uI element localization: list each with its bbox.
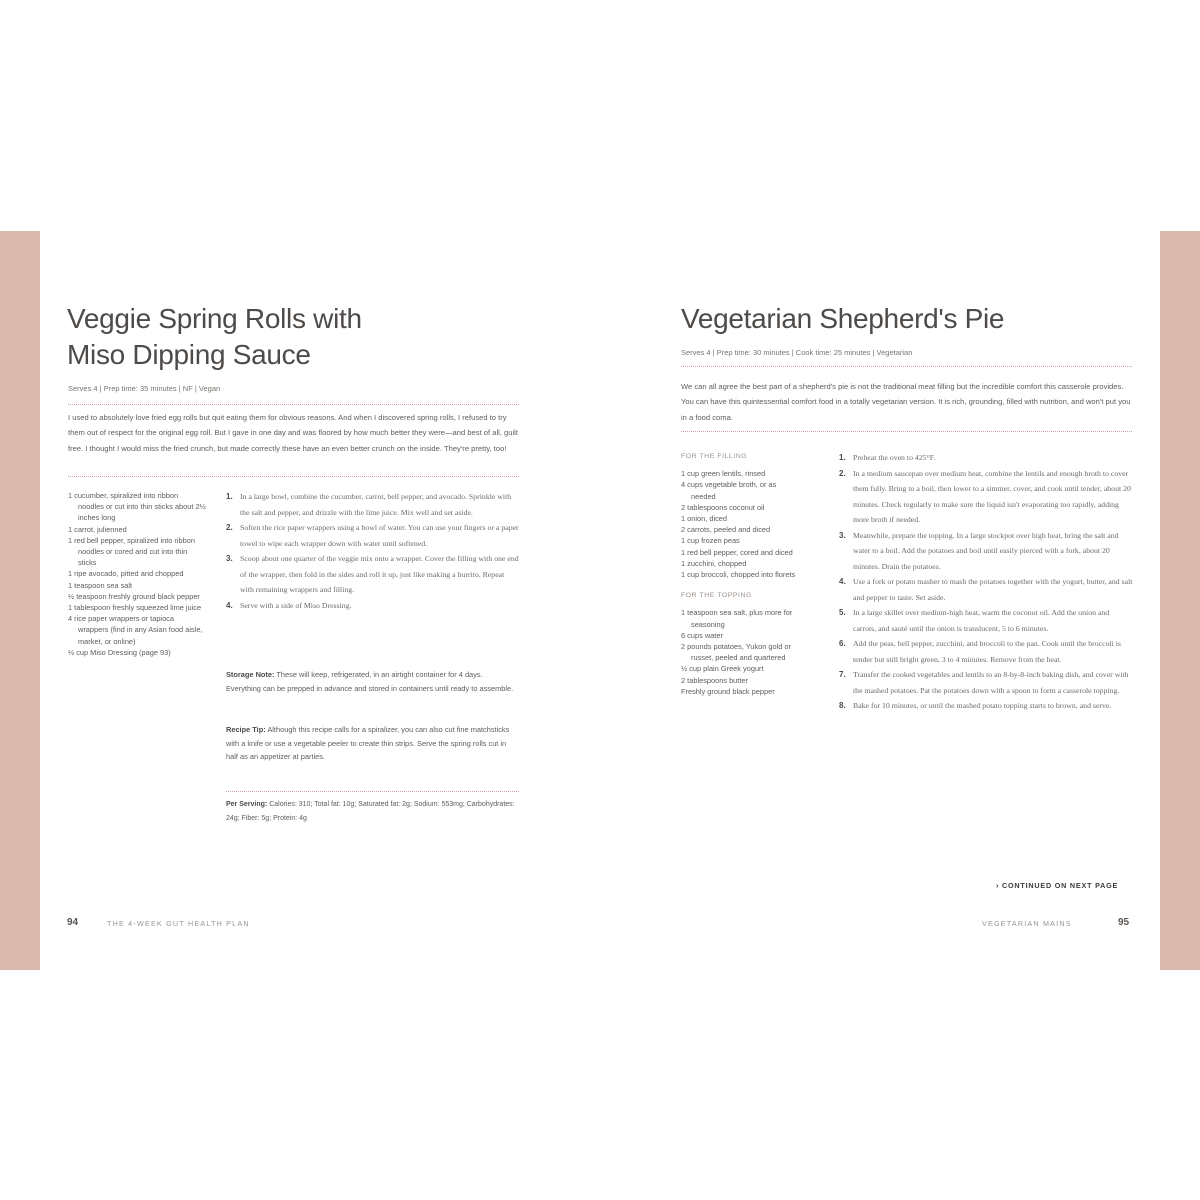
ingredient-item: 4 cups vegetable broth, or as needed bbox=[681, 480, 777, 501]
ingredient-item: ½ cup Miso Dressing (page 93) bbox=[68, 647, 171, 657]
topping-heading: FOR THE TOPPING bbox=[681, 592, 752, 600]
ingredient-item: 1 carrot, julienned bbox=[68, 524, 127, 534]
ingredient-item: 1 cucumber, spiralized into ribbon noodles or cut into thin sticks about 2½ inches long bbox=[68, 491, 206, 523]
step-number: 2. bbox=[839, 468, 846, 478]
filling-heading: FOR THE FILLING bbox=[681, 453, 748, 460]
step-text: In a large skillet over medium-high heat, warm the coconut oil. Add the onion and carrots, and sauté until the onion is translucent, 5 to 6 minutes. bbox=[853, 608, 1110, 633]
recipe-tip-label: Recipe Tip: bbox=[226, 725, 266, 734]
instruction-step bbox=[226, 598, 519, 614]
step-text: Scoop about one quarter of the veggie mix onto a wrapper. Cover the filling with one end of the wrapper, then fold in the sides and roll it up, just like making a burrito. Repeat with remaining wrappers and filling. bbox=[240, 554, 519, 594]
recipe-title bbox=[67, 301, 362, 373]
storage-note-label: Storage Note: bbox=[226, 670, 275, 679]
step-number: 4. bbox=[839, 577, 846, 586]
divider-bottom bbox=[681, 431, 1132, 432]
recipe-title: Vegetarian Shepherd's Pie bbox=[681, 303, 1005, 334]
running-footer: THE 4-WEEK GUT HEALTH PLAN bbox=[107, 919, 250, 928]
step-text: Meanwhile, prepare the topping. In a large stockpot over high heat, bring the salt and water to a boil. Add the potatoes and boil until easily pierced with a fork, about 20 minutes. Drain the potatoes. bbox=[853, 530, 1119, 571]
instruction-step bbox=[839, 466, 1133, 528]
page-edge-right bbox=[1160, 231, 1200, 970]
ingredient-item: 1 cup green lentils, rinsed bbox=[681, 469, 766, 479]
serving-divider bbox=[226, 791, 519, 792]
instruction-step bbox=[839, 528, 1133, 575]
ingredient-list bbox=[681, 451, 803, 697]
running-footer: VEGETARIAN MAINS bbox=[982, 919, 1072, 928]
step-text: In a medium saucepan over medium heat, combine the lentils and enough broth to cover them fully. Bring to a boil, then lower to a simmer, cover, and cook until tender, about 20 minutes. Check regularly to make sure the liquid isn't evaporating too rapidly, adding more broth if needed. bbox=[853, 468, 1131, 524]
ingredient-item: Freshly ground black pepper bbox=[681, 686, 775, 696]
step-number: 1. bbox=[839, 453, 846, 462]
page-number: 94 bbox=[67, 917, 79, 928]
instruction-step bbox=[839, 450, 1133, 466]
step-text: Transfer the cooked vegetables and lentils to an 8-by-8-inch baking dish, and cover with the mashed potatoes. Pat the potatoes down with a spoon to form a casserole topping. bbox=[853, 670, 1129, 695]
serving-text: Calories: 310; Total fat: 10g; Saturated fat: 2g; Sodium: 553mg; Carbohydrates: 24g; Fiber: 5g; Protein: 4g bbox=[226, 801, 515, 822]
ingredient-item: 1 red bell pepper, cored and diced bbox=[681, 547, 793, 557]
ingredient-item: 2 carrots, peeled and diced bbox=[681, 525, 771, 535]
recipe-tip-text: Although this recipe calls for a spiralizer, you can also cut fine matchsticks with a knife or use a vegetable peeler to create thin strips. Serve the spring rolls cut in half as an appetizer at parties. bbox=[226, 725, 510, 762]
ingredient-item: 2 tablespoons butter bbox=[681, 675, 748, 685]
step-number: 3. bbox=[839, 530, 846, 540]
ingredient-item: 1 ripe avocado, pitted and chopped bbox=[68, 569, 184, 579]
ingredient-item: 1 cup frozen peas bbox=[681, 536, 740, 546]
divider-top bbox=[681, 366, 1132, 367]
serving-label: Per Serving: bbox=[226, 801, 268, 808]
ingredient-item: 2 pounds potatoes, Yukon gold or russet, peeled and quartered bbox=[681, 642, 791, 663]
instruction-step bbox=[839, 636, 1133, 667]
step-text: Add the peas, bell pepper, zucchini, and broccoli to the pan. Cook until the broccoli is tender but still bright green, 3 to 4 minutes. Remove from the heat. bbox=[853, 639, 1121, 664]
instruction-list bbox=[226, 489, 519, 613]
step-number: 2. bbox=[226, 523, 233, 532]
filling-ingredients bbox=[681, 468, 803, 580]
instruction-step bbox=[226, 489, 519, 520]
recipe-intro: I used to absolutely love fried egg rolls but quit eating them for obvious reasons. And when I discovered spring rolls, I refused to try them out of respect for the original egg roll. But I gave in one day and was floored by how much better they were—and best of all, guilt free. I thought I would miss the fried crunch, but made correctly these have an even better crunch on the inside. They're pretty, too! bbox=[68, 413, 518, 453]
step-number: 5. bbox=[839, 608, 846, 617]
ingredient-item: ½ cup plain Greek yogurt bbox=[681, 664, 764, 674]
page-edge-left bbox=[0, 231, 40, 970]
right-page bbox=[640, 231, 1160, 970]
instruction-list bbox=[839, 450, 1133, 714]
ingredient-item: 1 onion, diced bbox=[681, 514, 728, 524]
ingredient-item: 1 red bell pepper, spiralized into ribbon noodles or cored and cut into thin sticks bbox=[68, 535, 195, 568]
page-number: 95 bbox=[1118, 917, 1130, 928]
step-number: 7. bbox=[839, 670, 846, 679]
ingredient-item: 6 cups water bbox=[681, 630, 723, 640]
storage-note-text: These will keep, refrigerated, in an airtight container for 4 days. Everything can be prepped in advance and stored in containers until ready to assemble. bbox=[226, 670, 514, 693]
nutrition-per-serving bbox=[226, 798, 519, 825]
step-text: Serve with a side of Miso Dressing. bbox=[240, 600, 352, 610]
recipe-meta: Serves 4 | Prep time: 35 minutes | NF | Vegan bbox=[68, 384, 221, 393]
recipe-meta: Serves 4 | Prep time: 30 minutes | Cook time: 25 minutes | Vegetarian bbox=[681, 348, 913, 357]
step-text: Soften the rice paper wrappers using a bowl of water. You can use your fingers or a paper towel to wipe each wrapper down with water until softened. bbox=[240, 523, 519, 548]
step-number: 4. bbox=[226, 600, 233, 610]
title-line-1: Veggie Spring Rolls with bbox=[67, 303, 362, 334]
title-line-2: Miso Dipping Sauce bbox=[67, 339, 311, 370]
instruction-step bbox=[226, 551, 519, 598]
ingredient-item: 4 rice paper wrappers or tapioca wrappers (find in any Asian food aisle, market, or online) bbox=[68, 614, 203, 646]
ingredient-item: 1 teaspoon sea salt bbox=[68, 580, 133, 590]
continued-on-next-page bbox=[996, 881, 1118, 890]
ingredient-item: 1 teaspoon sea salt, plus more for seasoning bbox=[681, 608, 793, 629]
ingredient-item: 2 tablespoons coconut oil bbox=[681, 502, 765, 512]
ingredient-item: 1 tablespoon freshly squeezed lime juice bbox=[68, 603, 202, 613]
topping-ingredients bbox=[681, 607, 803, 697]
storage-note bbox=[226, 668, 519, 695]
divider-top bbox=[68, 404, 519, 405]
book-spread bbox=[0, 231, 1200, 970]
instruction-step bbox=[839, 574, 1133, 605]
instruction-step bbox=[839, 667, 1133, 698]
continued-arrow-icon: › bbox=[996, 881, 1000, 890]
ingredient-list bbox=[68, 490, 206, 658]
continued-label: CONTINUED ON NEXT PAGE bbox=[1002, 881, 1119, 890]
left-page bbox=[40, 231, 560, 970]
ingredient-item: 1 zucchini, chopped bbox=[681, 558, 747, 568]
ingredient-item: ½ teaspoon freshly ground black pepper bbox=[68, 591, 200, 601]
step-number: 8. bbox=[839, 701, 846, 710]
recipe-intro: We can all agree the best part of a shepherd's pie is not the traditional meat filling but the incredible comfort this casserole provides. You can have this quintessential comfort food in a totally vegetarian version. It is rich, grounding, filled with nutrition, and won't put you in a food coma. bbox=[681, 382, 1131, 422]
step-number: 6. bbox=[839, 639, 846, 648]
step-text: Bake for 10 minutes, or until the mashed potato topping starts to brown, and serve. bbox=[853, 701, 1112, 710]
step-number: 3. bbox=[226, 554, 233, 563]
step-text: Use a fork or potato masher to mash the potatoes together with the yogurt, butter, and salt and pepper to taste. Set aside. bbox=[853, 577, 1133, 602]
step-text: Preheat the oven to 425°F. bbox=[853, 453, 936, 462]
recipe-tip bbox=[226, 723, 519, 764]
instruction-step bbox=[839, 698, 1133, 714]
step-number: 1. bbox=[226, 492, 233, 501]
instruction-step bbox=[226, 520, 519, 551]
divider-bottom bbox=[68, 476, 519, 477]
step-text: In a large bowl, combine the cucumber, carrot, bell pepper, and avocado. Sprinkle with the salt and pepper, and drizzle with the lime juice. Mix well and set aside. bbox=[240, 492, 512, 517]
ingredient-item: 1 cup broccoli, chopped into florets bbox=[681, 570, 796, 580]
instruction-step bbox=[839, 605, 1133, 636]
